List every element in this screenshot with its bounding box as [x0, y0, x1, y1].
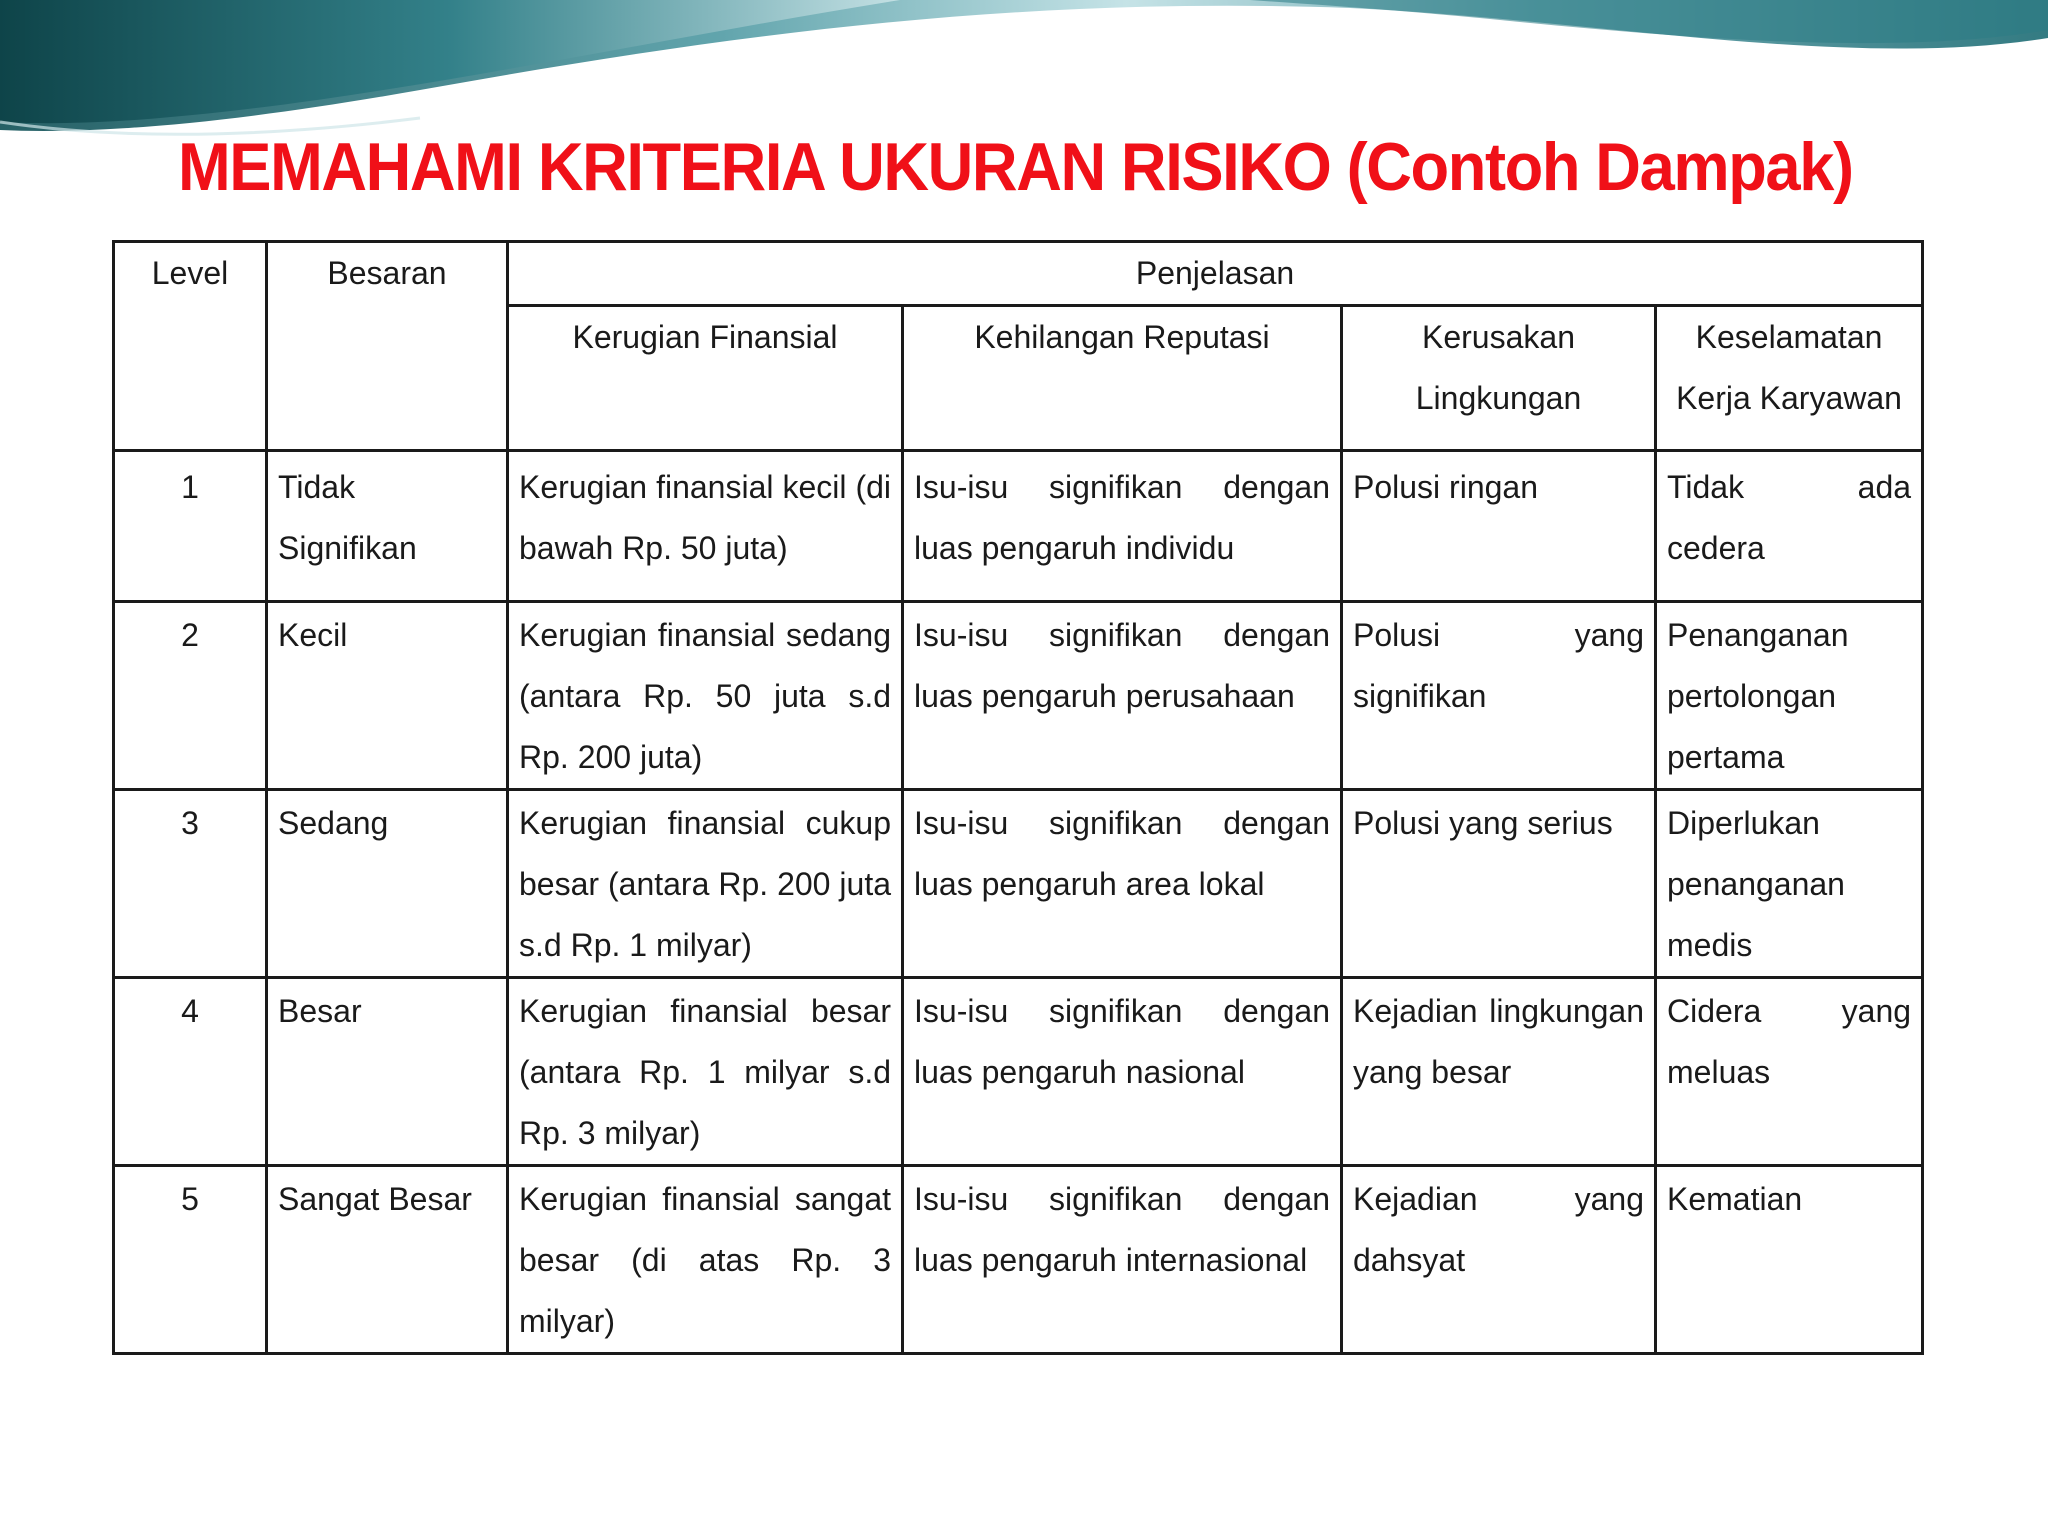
finansial-cell: Kerugian finansial kecil (di bawah Rp. 50 juta)	[508, 451, 903, 602]
reputasi-cell: Isu-isu signifikan dengan luas pengaruh nasional	[903, 978, 1342, 1166]
finansial-cell: Kerugian finansial besar (antara Rp. 1 milyar s.d Rp. 3 milyar)	[508, 978, 903, 1166]
table-row	[114, 790, 1923, 978]
level-cell: 5	[114, 1166, 267, 1354]
besaran-cell: Kecil	[267, 602, 508, 790]
finansial-cell: Kerugian finansial cukup besar (antara Rp. 200 juta s.d Rp. 1 milyar)	[508, 790, 903, 978]
level-cell: 4	[114, 978, 267, 1166]
table-row	[114, 978, 1923, 1166]
besaran-cell: Sedang	[267, 790, 508, 978]
keselamatan-cell: Kematian	[1656, 1166, 1923, 1354]
level-cell: 3	[114, 790, 267, 978]
header-kehilangan-reputasi: Kehilangan Reputasi	[903, 306, 1342, 451]
keselamatan-cell: Tidak ada cedera	[1656, 451, 1923, 602]
level-cell: 2	[114, 602, 267, 790]
reputasi-cell: Isu-isu signifikan dengan luas pengaruh perusahaan	[903, 602, 1342, 790]
besaran-cell: Sangat Besar	[267, 1166, 508, 1354]
keselamatan-cell: Diperlukan penanganan medis	[1656, 790, 1923, 978]
lingkungan-cell: Kejadian yang dahsyat	[1342, 1166, 1656, 1354]
lingkungan-cell: Polusi ringan	[1342, 451, 1656, 602]
page-title: MEMAHAMI KRITERIA UKURAN RISIKO (Contoh Dampak)	[178, 129, 1853, 205]
finansial-cell: Kerugian finansial sedang (antara Rp. 50 juta s.d Rp. 200 juta)	[508, 602, 903, 790]
header-kerugian-finansial: Kerugian Finansial	[508, 306, 903, 451]
keselamatan-cell: Penanganan pertolongan pertama	[1656, 602, 1923, 790]
reputasi-cell: Isu-isu signifikan dengan luas pengaruh area lokal	[903, 790, 1342, 978]
besaran-cell: Besar	[267, 978, 508, 1166]
table-row	[114, 451, 1923, 602]
besaran-cell: Tidak Signifikan	[267, 451, 508, 602]
header-level: Level	[114, 242, 267, 451]
lingkungan-cell: Polusi yang signifikan	[1342, 602, 1656, 790]
reputasi-cell: Isu-isu signifikan dengan luas pengaruh individu	[903, 451, 1342, 602]
risk-criteria-table	[112, 240, 1924, 1355]
header-besaran: Besaran	[267, 242, 508, 451]
reputasi-cell: Isu-isu signifikan dengan luas pengaruh internasional	[903, 1166, 1342, 1354]
table-row	[114, 1166, 1923, 1354]
lingkungan-cell: Polusi yang serius	[1342, 790, 1656, 978]
level-cell: 1	[114, 451, 267, 602]
table-header-row	[114, 242, 1923, 306]
keselamatan-cell: Cidera yang meluas	[1656, 978, 1923, 1166]
lingkungan-cell: Kejadian lingkungan yang besar	[1342, 978, 1656, 1166]
header-penjelasan: Penjelasan	[508, 242, 1923, 306]
header-keselamatan-kerja: Keselamatan Kerja Karyawan	[1656, 306, 1923, 451]
finansial-cell: Kerugian finansial sangat besar (di atas Rp. 3 milyar)	[508, 1166, 903, 1354]
table-row	[114, 602, 1923, 790]
header-kerusakan-lingkungan: Kerusakan Lingkungan	[1342, 306, 1656, 451]
